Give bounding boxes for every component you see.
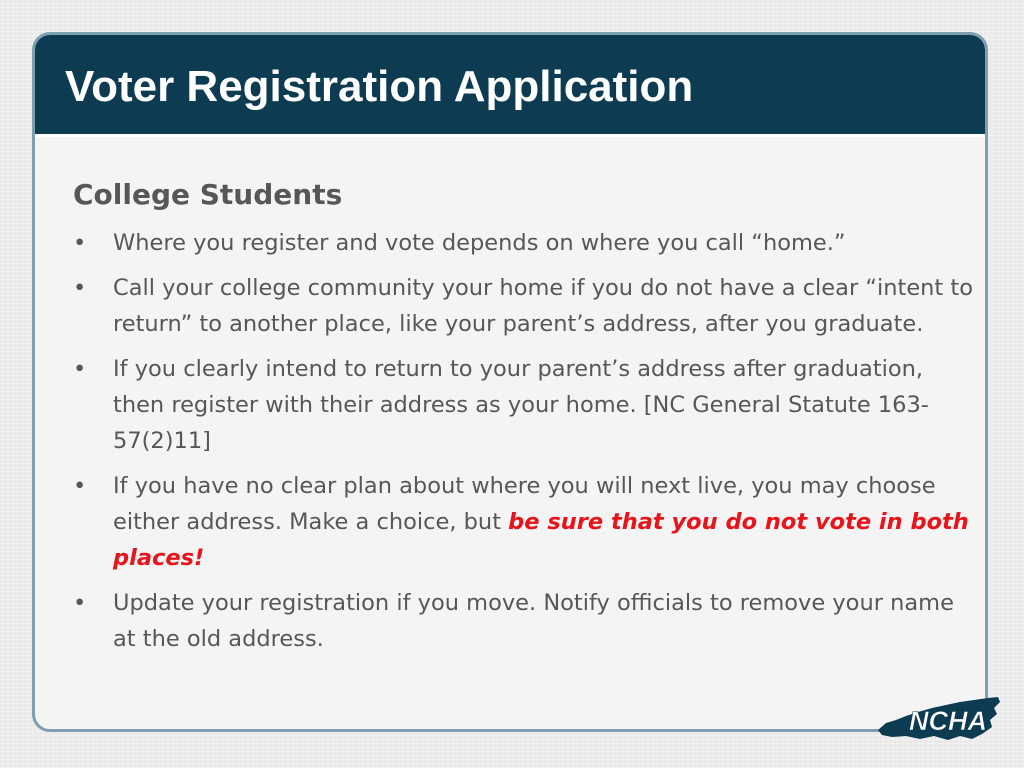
bullet-item [73,270,973,342]
bullet-icon: • [73,230,87,256]
bullet-icon: • [73,356,87,382]
bullet-text: Where you register and vote depends on where you call “home.” [113,230,846,256]
logo-text: NCHA [909,706,987,736]
bullet-item [73,351,973,459]
slide-content [73,177,973,666]
ncha-logo [876,690,1004,748]
bullet-icon: • [73,590,87,616]
bullet-item [73,585,973,657]
bullet-text: If you clearly intend to return to your parent’s address after graduation, then register with their address as your home. [NC General Statute 163-57(2)11] [113,356,929,454]
bullet-list [73,225,973,657]
slide-title: Voter Registration Application [65,62,694,111]
bullet-icon: • [73,275,87,301]
bullet-item [73,225,973,261]
slide-frame [32,32,988,732]
bullet-item [73,468,973,576]
title-bar [35,35,985,137]
bullet-text: If you have no clear plan about where you will next live, you may choose either address. Make a choice, but [113,473,936,535]
section-heading: College Students [73,178,343,211]
bullet-text: Call your college community your home if you do not have a clear “intent to return” to another place, like your parent’s address, after you graduate. [113,275,973,337]
bullet-text: Update your registration if you move. Notify officials to remove your name at the old address. [113,590,954,652]
bullet-icon: • [73,473,87,499]
warning-emphasis: be sure that you do not vote in both places! [113,509,969,571]
